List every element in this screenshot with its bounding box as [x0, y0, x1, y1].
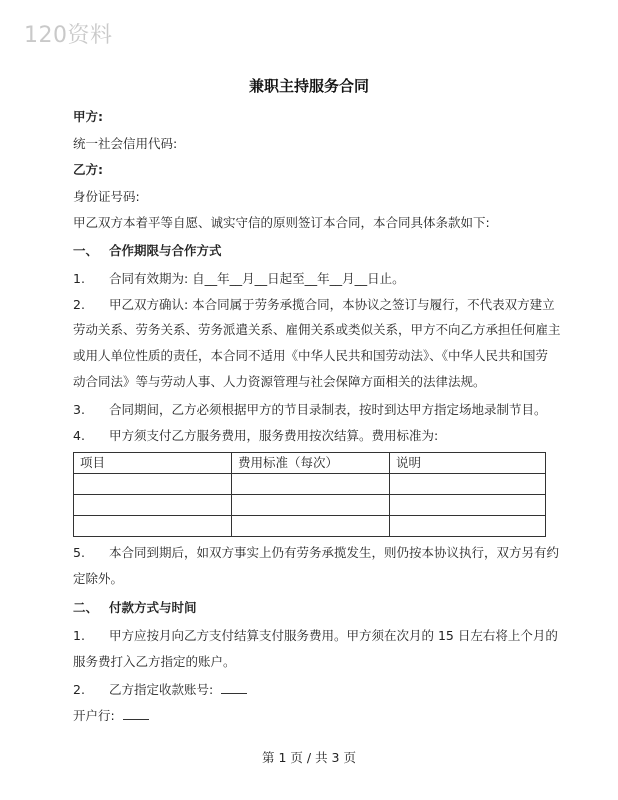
table-header-cell: 费用标准（每次） [232, 453, 390, 474]
table-cell[interactable] [74, 474, 232, 495]
clause-number: 3. [73, 402, 85, 417]
section-1-number: 一、 [73, 243, 99, 258]
clause-2-2 [73, 681, 247, 698]
clause-text: 本合同到期后，如双方事实上仍有劳务承揽发生，则仍按本协议执行，双方另有约 [109, 545, 560, 560]
bank-label: 开户行: [73, 708, 115, 723]
clause-number: 1. [73, 628, 85, 643]
watermark: 120资料 [24, 23, 113, 48]
clause-1-4 [73, 428, 438, 444]
page-footer: 第 1 页 / 共 3 页 [262, 750, 356, 765]
bank-line [73, 707, 149, 724]
table-header-cell: 说明 [390, 453, 546, 474]
credit-code-label: 统一社会信用代码: [73, 136, 178, 151]
clause-number: 4. [73, 428, 85, 443]
clause-number: 2. [73, 682, 85, 697]
section-2-title: 付款方式与时间 [109, 600, 197, 615]
table-cell[interactable] [232, 474, 390, 495]
table-cell[interactable] [390, 474, 546, 495]
fee-table [73, 452, 546, 537]
clause-2-1-line1 [73, 628, 558, 644]
table-row [74, 516, 546, 537]
clause-1-5-line1 [73, 545, 559, 561]
table-header-cell: 项目 [74, 453, 232, 474]
table-cell[interactable] [390, 495, 546, 516]
clause-text: 甲方应按月向乙方支付结算支付服务费用。甲方须在次月的 15 日左右将上个月的 [109, 628, 558, 643]
clause-text: 合同有效期为: 自__年__月__日起至__年__月__日止。 [109, 271, 405, 286]
clause-1-1 [73, 271, 405, 287]
table-cell[interactable] [390, 516, 546, 537]
clause-text: 合同期间，乙方必须根据甲方的节目录制表，按时到达甲方指定场地录制节目。 [109, 402, 547, 417]
clause-1-3 [73, 402, 547, 418]
table-cell[interactable] [232, 516, 390, 537]
clause-number: 5. [73, 545, 85, 560]
clause-1-2-line3: 或用人单位性质的责任，本合同不适用《中华人民共和国劳动法》、《中华人民共和国劳 [73, 348, 549, 363]
id-number-label: 身份证号码: [73, 189, 140, 204]
account-label: 乙方指定收款账号: [109, 682, 214, 697]
clause-text: 甲乙双方确认: 本合同属于劳务承揽合同，本协议之签订与履行，不代表双方建立 [109, 297, 555, 312]
document-title: 兼职主持服务合同 [248, 77, 369, 95]
intro-paragraph: 甲乙双方本着平等自愿、诚实守信的原则签订本合同，本合同具体条款如下: [73, 215, 490, 230]
clause-1-2-line2: 劳动关系、劳务关系、劳务派遣关系、雇佣关系或类似关系，甲方不向乙方承担任何雇主 [73, 322, 561, 337]
table-row [74, 474, 546, 495]
clause-1-2-line1 [73, 297, 555, 313]
clause-1-5-line2: 定除外。 [73, 571, 124, 586]
clause-number: 2. [73, 297, 85, 312]
party-b-label: 乙方: [73, 162, 103, 177]
section-1-heading [73, 243, 222, 259]
section-2-heading [73, 600, 197, 616]
table-row [74, 495, 546, 516]
table-header-row [74, 453, 546, 474]
party-a-label: 甲方: [73, 109, 103, 124]
clause-2-1-line2: 服务费打入乙方指定的账户。 [73, 654, 236, 669]
bank-blank[interactable] [123, 707, 149, 720]
clause-number: 1. [73, 271, 85, 286]
table-cell[interactable] [74, 495, 232, 516]
clause-1-2-line4: 动合同法》等与劳动人事、人力资源管理与社会保障方面相关的法律法规。 [73, 374, 486, 389]
clause-text: 甲方须支付乙方服务费用，服务费用按次结算。费用标准为: [109, 428, 439, 443]
section-2-number: 二、 [73, 600, 99, 615]
section-1-title: 合作期限与合作方式 [109, 243, 222, 258]
table-cell[interactable] [232, 495, 390, 516]
account-blank[interactable] [221, 681, 247, 694]
table-cell[interactable] [74, 516, 232, 537]
